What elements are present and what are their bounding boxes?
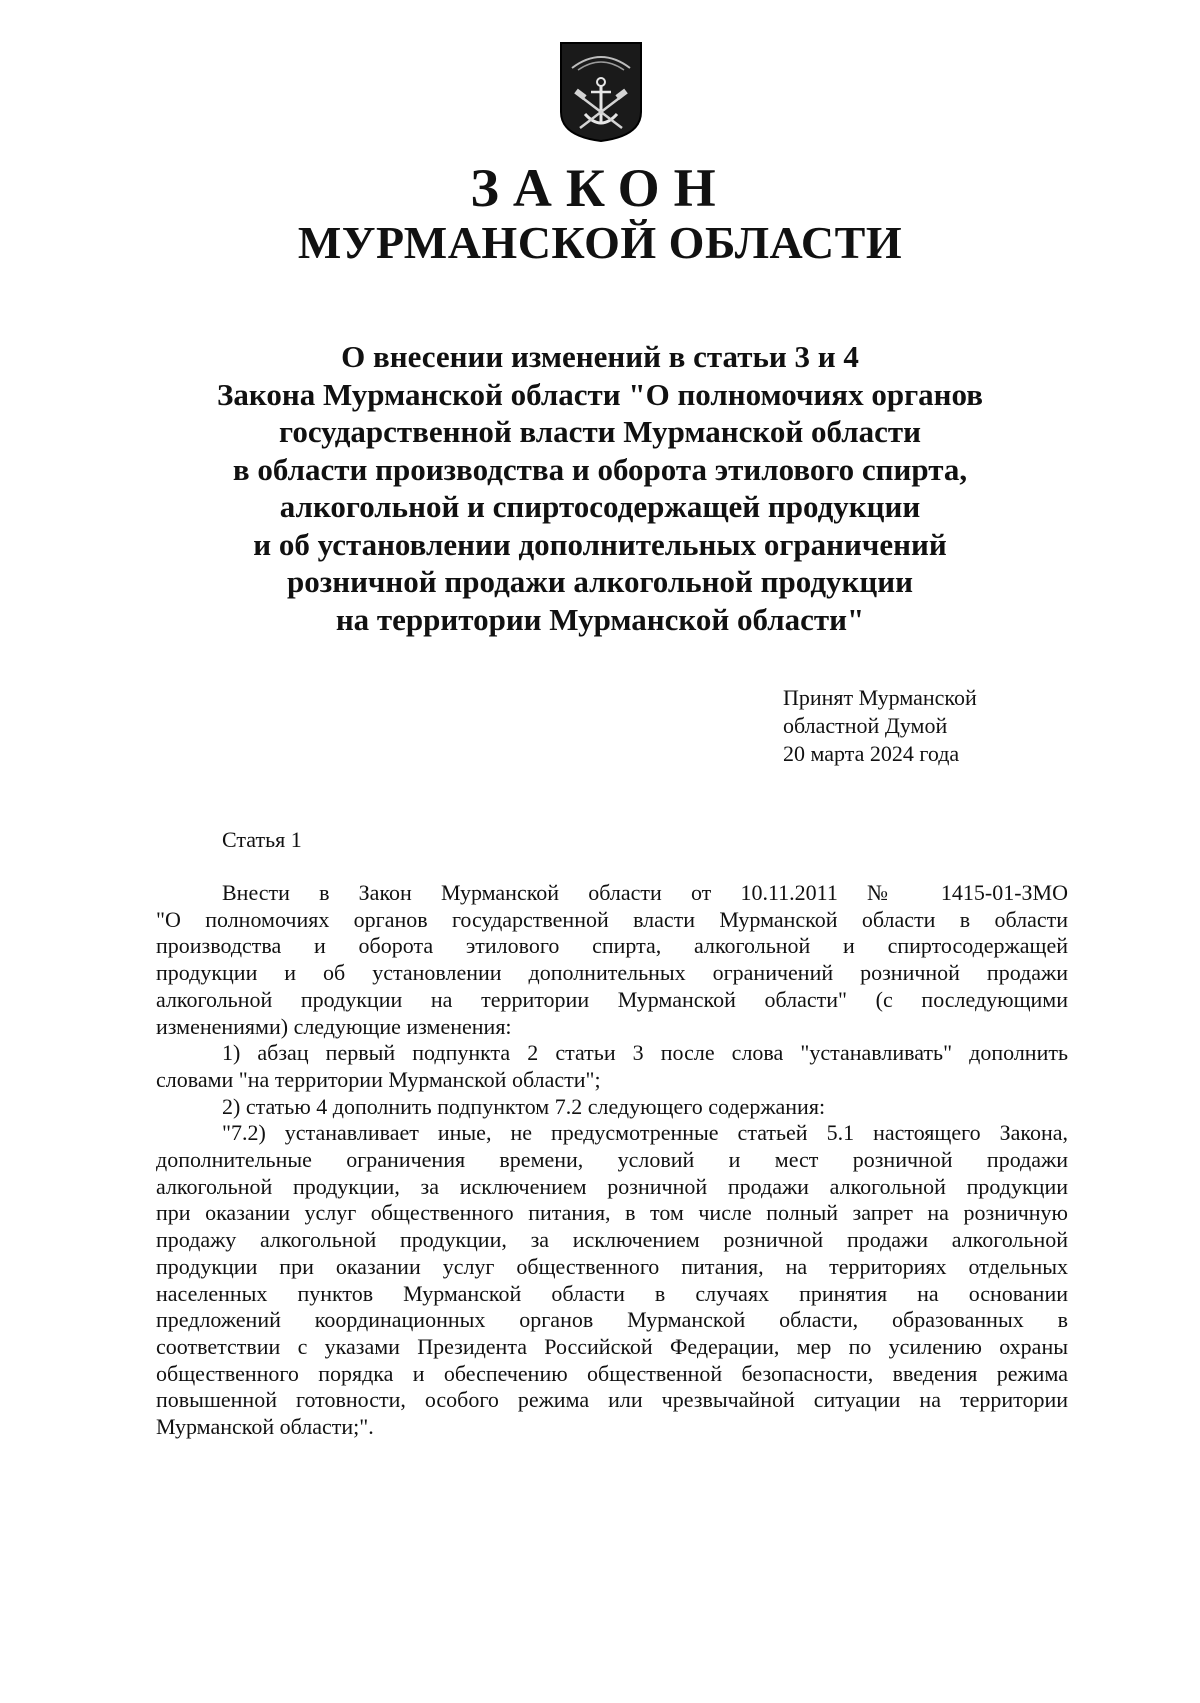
body-line: при оказании услуг общественного питания, в том числе полный запрет на розничную <box>156 1200 1068 1226</box>
body-line: дополнительные ограничения времени, условий и мест розничной продажи <box>156 1147 1068 1173</box>
title-line: Закона Мурманской области "О полномочиях органов <box>217 376 983 412</box>
body-line: продукции и об установлении дополнительных ограничений розничной продажи <box>156 960 1068 986</box>
body-line: 2) статью 4 дополнить подпунктом 7.2 следующего содержания: <box>222 1093 826 1119</box>
body-line: "7.2) устанавливает иные, не предусмотренные статьей 5.1 настоящего Закона, <box>222 1120 1068 1146</box>
document-type-heading: ЗАКОН <box>470 158 730 218</box>
article-body <box>156 880 1068 1441</box>
title-line: в области производства и оборота этилового спирта, <box>232 451 968 487</box>
title-line: государственной власти Мурманской области <box>279 414 921 449</box>
body-line: изменениями) следующие изменения: <box>156 1013 512 1039</box>
body-line: предложений координационных органов Мурманской области, образованных в <box>156 1307 1068 1333</box>
title-line: алкогольной и спиртосодержащей продукции <box>279 489 921 524</box>
article-heading: Статья 1 <box>222 827 302 852</box>
body-line: 1) абзац первый подпункта 2 статьи 3 после слова "устанавливать" дополнить <box>222 1040 1068 1066</box>
body-line: производства и оборота этилового спирта, алкогольной и спиртосодержащей <box>156 933 1068 959</box>
body-line: алкогольной продукции, за исключением розничной продажи алкогольной продукции <box>156 1173 1068 1199</box>
title-line: О внесении изменений в статьи 3 и 4 <box>341 339 859 374</box>
body-line: повышенной готовности, особого режима или чрезвычайной ситуации на территории <box>156 1387 1068 1413</box>
adoption-note <box>783 684 977 768</box>
adoption-line: 20 марта 2024 года <box>783 741 960 766</box>
body-line: продукции при оказании услуг общественного питания, на территориях отдельных <box>156 1253 1068 1279</box>
body-line: продажу алкогольной продукции, за исключением розничной продажи алкогольной <box>156 1227 1068 1253</box>
body-line: Внести в Закон Мурманской области от 10.11.2011 № 1415-01-ЗМО <box>222 880 1068 905</box>
body-line: населенных пунктов Мурманской области в случаях принятия на основании <box>156 1280 1068 1306</box>
title-line: и об установлении дополнительных ограничений <box>253 526 947 562</box>
coat-of-arms-icon <box>558 40 644 144</box>
title-line: на территории Мурманской области" <box>335 601 865 637</box>
body-line: общественного порядка и обеспечению общественной безопасности, введения режима <box>156 1360 1068 1386</box>
body-line: "О полномочиях органов государственной власти Мурманской области в области <box>156 906 1068 932</box>
body-line: Мурманской области;". <box>156 1414 374 1440</box>
adoption-line: Принят Мурманской <box>783 685 977 710</box>
adoption-line: областной Думой <box>783 713 948 738</box>
body-line: словами "на территории Мурманской области"; <box>156 1066 601 1092</box>
body-line: алкогольной продукции на территории Мурманской области" (с последующими <box>156 986 1068 1012</box>
title-line: розничной продажи алкогольной продукции <box>287 564 913 599</box>
body-line: соответствии с указами Президента Российской Федерации, мер по усилению охраны <box>156 1333 1068 1359</box>
region-heading: МУРМАНСКОЙ ОБЛАСТИ <box>297 217 903 268</box>
law-title <box>0 338 1200 638</box>
